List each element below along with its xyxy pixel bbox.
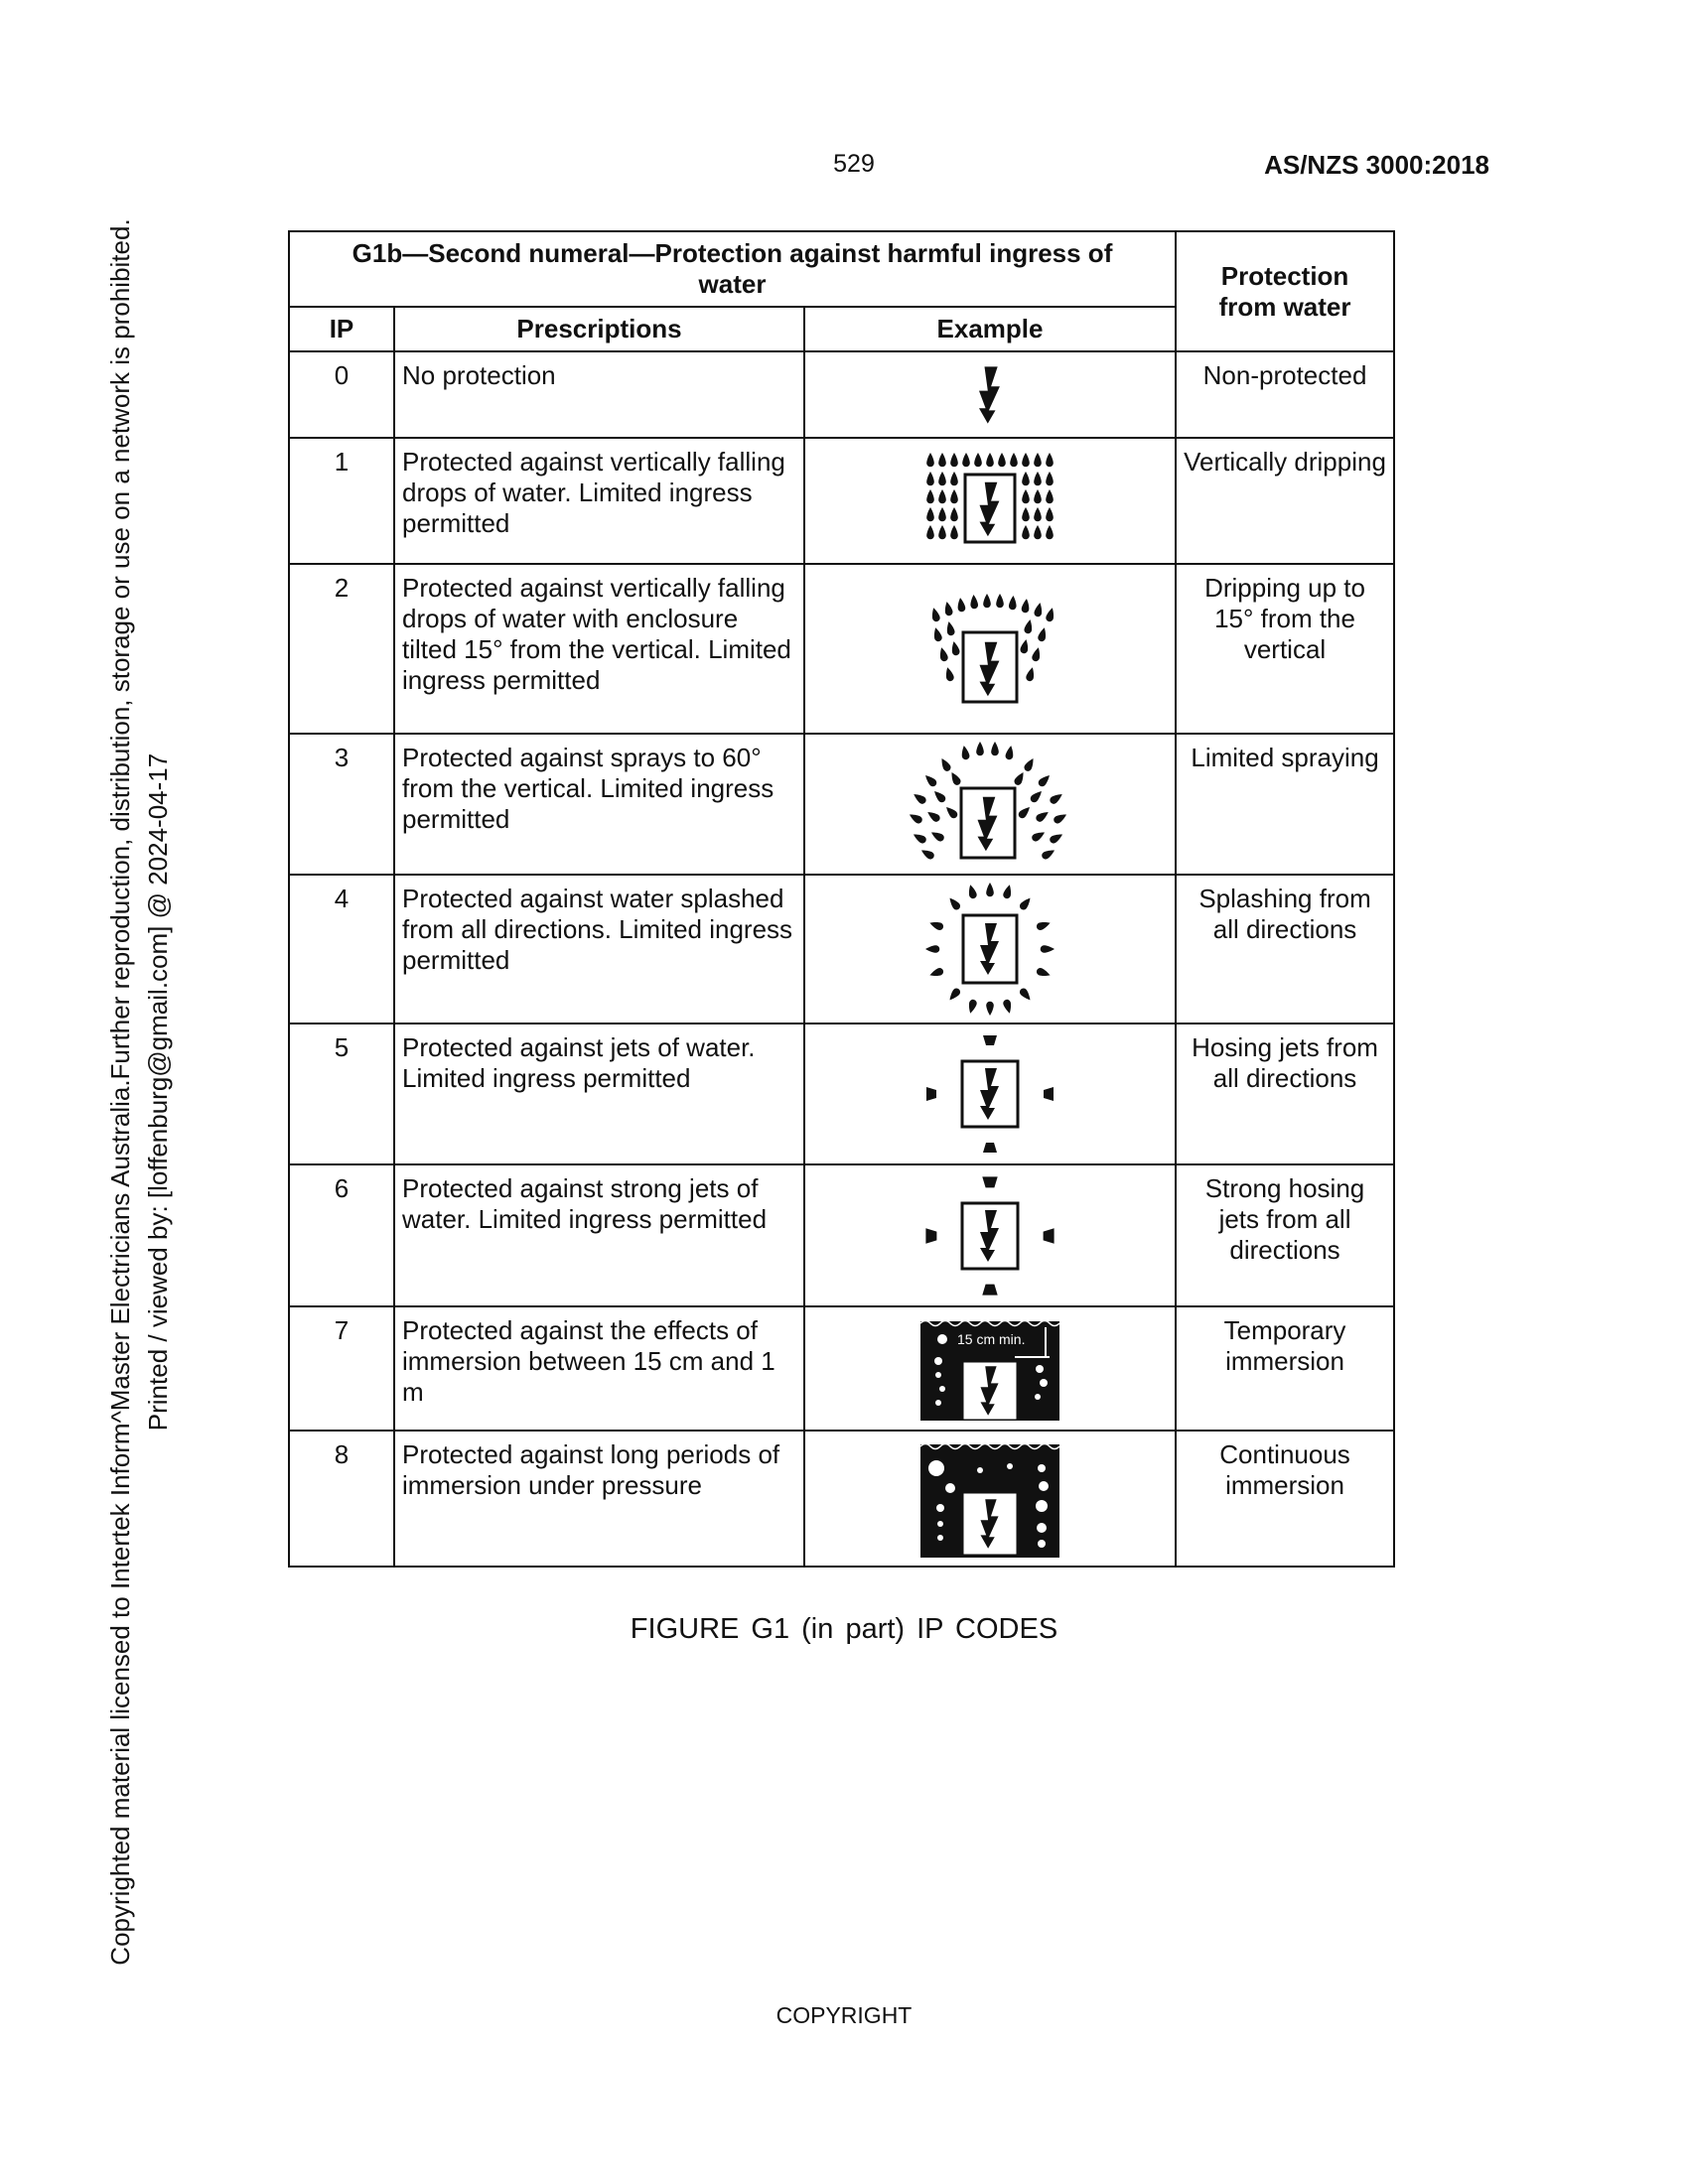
table-row (289, 1431, 1394, 1567)
group-title: G1b—Second numeral—Protection against harmful ingress of water (289, 231, 1176, 307)
ip-code: 4 (289, 875, 394, 1024)
table-row (289, 438, 1394, 564)
protection-level: Hosing jets from all directions (1176, 1024, 1394, 1164)
ip-code: 1 (289, 438, 394, 564)
immersion-icon (920, 1317, 1059, 1421)
prescription: Protected against vertically falling drops of water with enclosure tilted 15° from the vertical. Limited ingress permitted (394, 564, 804, 734)
prescriptions-header: Prescriptions (394, 307, 804, 351)
ip-code: 2 (289, 564, 394, 734)
spray-icon (906, 739, 1074, 870)
protection-level: Dripping up to 15° from the vertical (1176, 564, 1394, 734)
copyright-side-note (101, 199, 181, 1985)
protection-level: Strong hosing jets from all directions (1176, 1164, 1394, 1306)
protection-level: Temporary immersion (1176, 1306, 1394, 1431)
protection-level: Non-protected (1176, 351, 1394, 438)
vertical-drops-icon (915, 447, 1064, 556)
prescription: Protected against water splashed from all directions. Limited ingress permitted (394, 875, 804, 1024)
tilted-drops-icon (915, 585, 1064, 714)
ip-code: 3 (289, 734, 394, 875)
prescription: Protected against jets of water. Limited ingress permitted (394, 1024, 804, 1164)
ip-code: 8 (289, 1431, 394, 1567)
strong-jets-icon (920, 1171, 1059, 1300)
license-notice: Copyrighted material licensed to Intertek Inform^Master Electricians Australia.Further reproduction, distribution, storage or use on a network is prohibited. (105, 218, 135, 1966)
viewer-notice: Printed / viewed by: [loffenburg@gmail.com] @ 2024-04-17 (143, 752, 173, 1432)
protection-level: Limited spraying (1176, 734, 1394, 875)
prescription: Protected against vertically falling drops of water. Limited ingress permitted (394, 438, 804, 564)
protection-level: Splashing from all directions (1176, 875, 1394, 1024)
table-row (289, 564, 1394, 734)
example-header: Example (804, 307, 1176, 351)
protection-level: Continuous immersion (1176, 1431, 1394, 1567)
page-number: 529 (833, 150, 875, 178)
table-row (289, 875, 1394, 1024)
lightning-bolt-icon (915, 355, 1064, 435)
prescription: No protection (394, 351, 804, 438)
standard-id: AS/NZS 3000:2018 (1264, 150, 1489, 180)
ip-code: 5 (289, 1024, 394, 1164)
prescription: Protected against sprays to 60° from the vertical. Limited ingress permitted (394, 734, 804, 875)
submersion-icon (920, 1440, 1059, 1558)
prescription: Protected against the effects of immersion between 15 cm and 1 m (394, 1306, 804, 1431)
ip-header: IP (289, 307, 394, 351)
copyright-footer: COPYRIGHT (775, 2002, 913, 2028)
splash-icon (920, 882, 1059, 1017)
protection-header: Protection from water (1176, 231, 1394, 351)
table-row (289, 1306, 1394, 1431)
table-row (289, 1164, 1394, 1306)
ip-codes-table (288, 230, 1395, 1568)
ip-code: 0 (289, 351, 394, 438)
depth-label: 15 cm min. (957, 1330, 1026, 1347)
protection-level: Vertically dripping (1176, 438, 1394, 564)
prescription: Protected against strong jets of water. Limited ingress permitted (394, 1164, 804, 1306)
figure-caption: FIGURE G1 (in part) IP CODES (630, 1613, 1058, 1645)
table-row (289, 734, 1394, 875)
ip-code: 6 (289, 1164, 394, 1306)
jets-icon (920, 1029, 1059, 1159)
prescription: Protected against long periods of immersion under pressure (394, 1431, 804, 1567)
table-row (289, 1024, 1394, 1164)
table-row (289, 351, 1394, 438)
ip-code: 7 (289, 1306, 394, 1431)
